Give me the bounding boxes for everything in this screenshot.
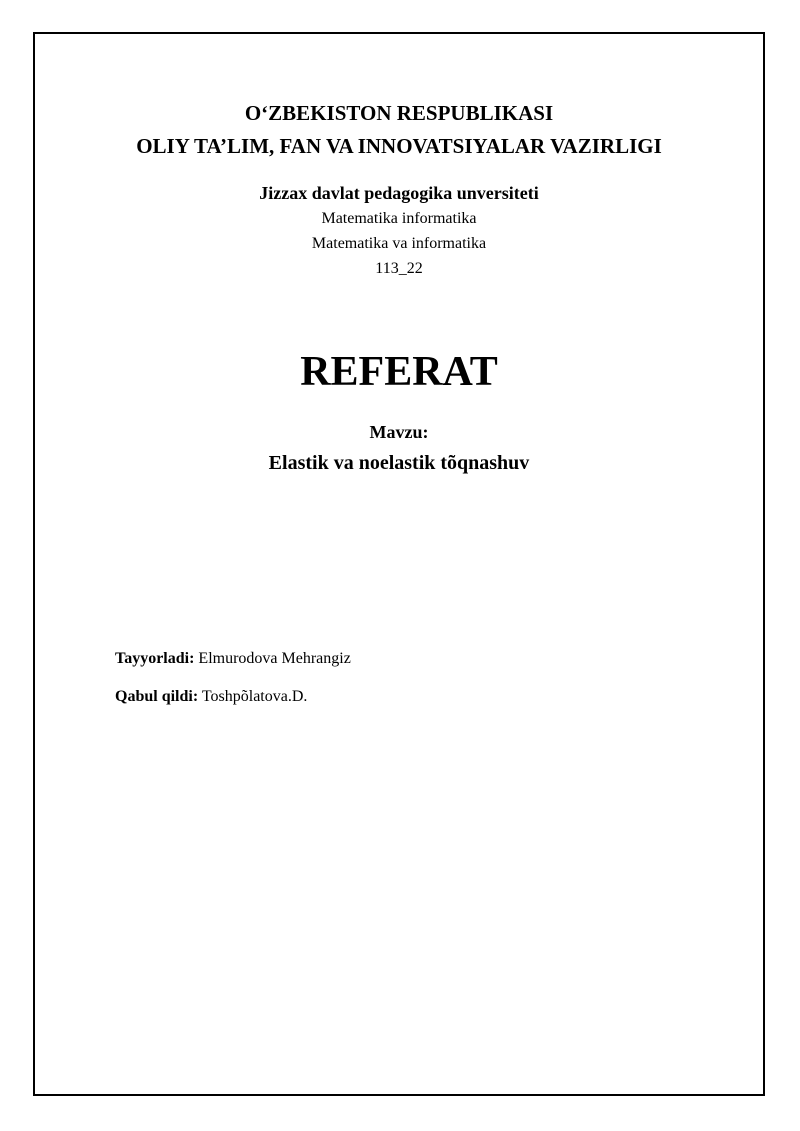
accepted-by-label: Qabul qildi: [115, 688, 199, 705]
accepted-by-line [115, 686, 307, 708]
ministry-title: OLIY TA’LIM, FAN VA INNOVATSIYALAR VAZIRLIGI [136, 134, 662, 158]
department-name: Matematika va informatika [311, 235, 487, 252]
document-type-title: REFERAT [300, 349, 498, 395]
university-name: Jizzax davlat pedagogika unversiteti [259, 183, 539, 203]
accepted-by-name: Toshpõlatova.D. [201, 688, 308, 705]
ministry-country-title: O‘ZBEKISTON RESPUBLIKASI [244, 101, 554, 125]
faculty-name: Matematika informatika [321, 210, 477, 227]
prepared-by-name: Elmurodova Mehrangiz [198, 650, 351, 667]
prepared-by-line [115, 648, 351, 670]
topic-title: Elastik va noelastik tõqnashuv [268, 452, 530, 474]
topic-label: Mavzu: [369, 422, 429, 442]
group-number: 113_22 [375, 260, 423, 277]
prepared-by-label: Tayyorladi: [115, 650, 195, 667]
